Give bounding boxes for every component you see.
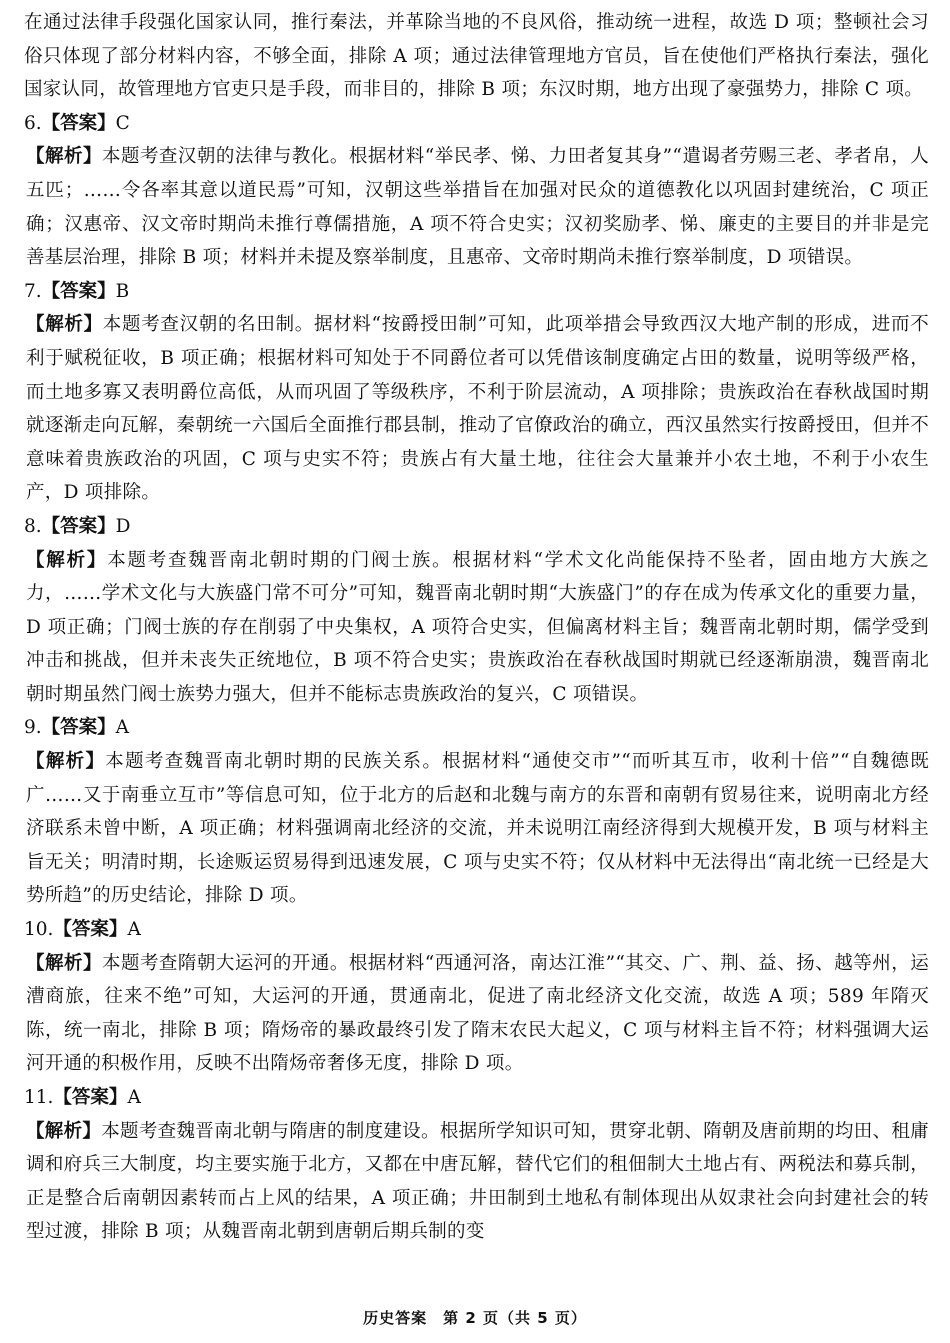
answer-page xyxy=(24,6,929,1249)
answer-choice: A xyxy=(127,919,141,941)
analysis-label: 【解析】 xyxy=(26,952,102,974)
question-number: 7. xyxy=(24,280,42,302)
analysis-text: 本题考查汉朝的法律与教化。根据材料“举民孝、悌、力田者复其身”“遣谒者劳赐三老、孝者帛，人五匹；……令各率其意以道民焉”可知，汉朝这些举措旨在加强对民众的道德教化以巩固封建统治，C 项正确；汉惠帝、汉文帝时期尚未推行尊儒措施，A 项不符合史实；汉初奖励孝、悌、廉吏的主要目的并非是完善基层治理，排除 B 项；材料并未提及察举制度，且惠帝、文帝时期尚未推行察举制度，D 项错误。 xyxy=(26,146,929,269)
question-number: 6. xyxy=(24,112,42,134)
answer-choice: D xyxy=(115,515,131,537)
analysis-text: 本题考查魏晋南北朝时期的民族关系。根据材料“通使交市”“而听其互市，收利十倍”“自魏德既广……又于南垂立互市”等信息可知，位于北方的后赵和北魏与南方的东晋和南朝有贸易往来，说明南北方经济联系未曾中断，A 项正确；材料强调南北经济的交流，并未说明江南经济得到大规模开发，B 项与材料主旨无关；明清时期，长途贩运贸易得到迅速发展，C 项与史实不符；仅从材料中无法得出“南北统一已经是大势所趋”的历史结论，排除 D 项。 xyxy=(26,751,929,907)
answer-label: 【答案】 xyxy=(41,515,116,537)
page-footer: 历史答案 第 2 页（共 5 页） xyxy=(363,1309,587,1327)
answer-choice: A xyxy=(127,1087,141,1108)
question-number: 8. xyxy=(24,515,42,537)
answer-label: 【答案】 xyxy=(53,1087,128,1108)
analysis-paragraph xyxy=(24,544,929,712)
answer-label: 【答案】 xyxy=(41,280,116,302)
question-header xyxy=(24,107,929,141)
answer-item-10 xyxy=(24,913,929,1081)
answer-label: 【答案】 xyxy=(53,919,128,941)
question-header xyxy=(24,510,929,544)
question-header xyxy=(24,913,929,947)
analysis-paragraph xyxy=(24,140,929,274)
question-number: 11. xyxy=(24,1087,54,1108)
analysis-text: 本题考查魏晋南北朝时期的门阀士族。根据材料“学术文化尚能保持不坠者，固由地方大族之力，……学术文化与大族盛门常不可分”可知，魏晋南北朝时期“大族盛门”的存在成为传承文化的重要力量，D 项正确；门阀士族的存在削弱了中央集权，A 项符合史实，但偏离材料主旨；魏晋南北朝时期，儒学受到冲击和挑战，但并未丧失正统地位，B 项不符合史实；贵族政治在春秋战国时期就已经逐渐崩溃，魏晋南北朝时期虽然门阀士族势力强大，但并不能标志贵族政治的复兴，C 项错误。 xyxy=(26,549,929,705)
analysis-paragraph xyxy=(24,947,929,1081)
answer-choice: C xyxy=(115,112,130,134)
analysis-label: 【解析】 xyxy=(26,549,108,571)
analysis-paragraph xyxy=(24,1115,929,1249)
analysis-paragraph xyxy=(24,308,929,510)
answer-choice: B xyxy=(115,280,130,302)
answer-item-8 xyxy=(24,510,929,712)
answer-choice: A xyxy=(115,717,130,739)
analysis-label: 【解析】 xyxy=(26,314,103,336)
question-number: 10. xyxy=(24,919,54,941)
intro-paragraph: 在通过法律手段强化国家认同，推行秦法，并革除当地的不良风俗，推动统一进程，故选 D 项；整顿社会习俗只体现了部分材料内容，不够全面，排除 A 项；通过法律管理地方官员，旨在使他们严格执行秦法，强化国家认同，故管理地方官吏只是手段，而非目的，排除 B 项；东汉时期，地方出现了豪强势力，排除 C 项。 xyxy=(24,12,929,101)
analysis-text: 本题考查隋朝大运河的开通。根据材料“西通河洛，南达江淮”“其交、广、荆、益、扬、越等州，运漕商旅，往来不绝”可知，大运河的开通，贯通南北，促进了南北经济文化交流，故选 A 项；589 年隋灭陈，统一南北，排除 B 项；隋炀帝的暴政最终引发了隋末农民大起义，C 项与材料主旨不符；材料强调大运河开通的积极作用，反映不出隋炀帝奢侈无度，排除 D 项。 xyxy=(26,952,929,1075)
analysis-text: 本题考查魏晋南北朝与隋唐的制度建设。根据所学知识可知，贯穿北朝、隋朝及唐前期的均田、租庸调和府兵三大制度，均主要实施于北方，又都在中唐瓦解，替代它们的租佃制大土地占有、两税法和募兵制，正是整合后南朝因素转而占上风的结果，A 项正确；井田制到土地私有制体现出从奴隶社会向封建社会的转型过渡，排除 B 项；从魏晋南北朝到唐朝后期兵制的变 xyxy=(26,1120,929,1243)
answer-label: 【答案】 xyxy=(41,112,116,134)
question-header xyxy=(24,711,929,745)
answer-item-11 xyxy=(24,1081,929,1249)
analysis-label: 【解析】 xyxy=(26,146,102,168)
answer-label: 【答案】 xyxy=(41,717,116,739)
analysis-label: 【解析】 xyxy=(26,1120,102,1142)
analysis-label: 【解析】 xyxy=(26,751,106,773)
answer-item-7 xyxy=(24,275,929,510)
question-header xyxy=(24,1081,929,1115)
answer-item-6 xyxy=(24,107,929,275)
question-header xyxy=(24,275,929,309)
analysis-text: 本题考查汉朝的名田制。据材料“按爵授田制”可知，此项举措会导致西汉大地产制的形成，进而不利于赋税征收，B 项正确；根据材料可知处于不同爵位者可以凭借该制度确定占田的数量，说明等级严格，而土地多寡又表明爵位高低，从而巩固了等级秩序，不利于阶层流动，A 项排除；贵族政治在春秋战国时期就逐渐走向瓦解，秦朝统一六国后全面推行郡县制，推动了官僚政治的确立，西汉虽然实行按爵授田，但并不意味着贵族政治的巩固，C 项与史实不符；贵族占有大量土地，往往会大量兼并小农土地，不利于小农生产，D 项排除。 xyxy=(26,314,929,504)
answer-item-9 xyxy=(24,711,929,913)
analysis-paragraph xyxy=(24,745,929,913)
question-number: 9. xyxy=(24,717,42,739)
